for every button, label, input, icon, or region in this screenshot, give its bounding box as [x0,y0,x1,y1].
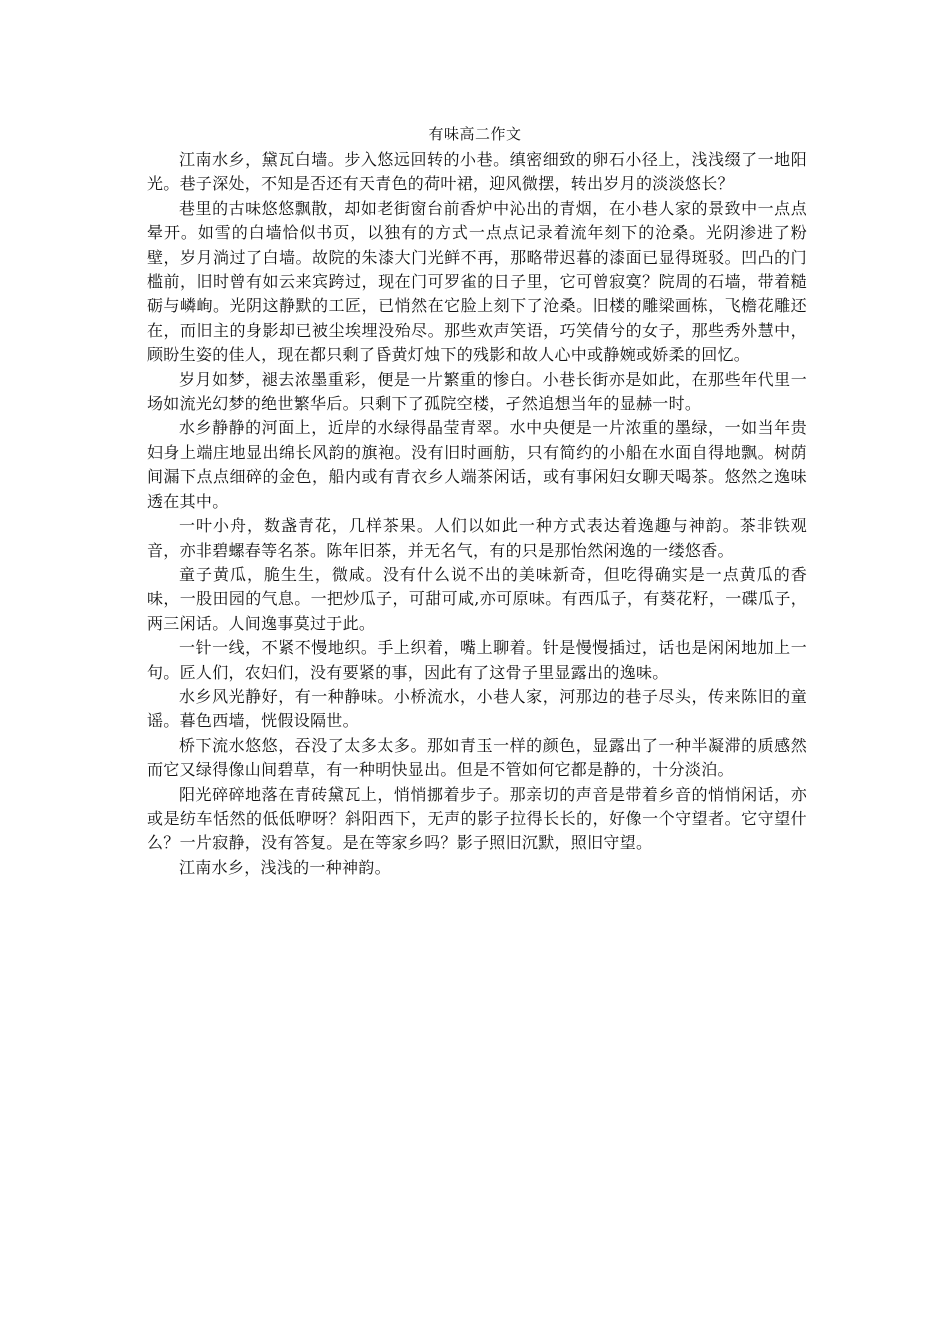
paragraph: 江南水乡，黛瓦白墙。步入悠远回转的小巷。缜密细致的卵石小径上，浅浅缀了一地阳光。巷子深处，不知是否还有天青色的荷叶裙，迎风微摆，转出岁月的淡淡悠长？ [147,150,807,194]
paragraph: 岁月如梦，褪去浓墨重彩，便是一片繁重的惨白。小巷长街亦是如此，在那些年代里一场如流光幻梦的绝世繁华后。只剩下了孤院空楼，孑然追想当年的显赫一时。 [147,369,807,414]
paragraph: 一针一线，不紧不慢地织。手上织着，嘴上聊着。针是慢慢插过，话也是闲闲地加上一句。匠人们，农妇们，没有要紧的事，因此有了这骨子里显露出的逸味。 [147,638,807,682]
paragraph: 童子黄瓜，脆生生，微咸。没有什么说不出的美味新奇，但吃得确实是一点黄瓜的香味，一股田园的气息。一把炒瓜子，可甜可咸,亦可原味。有西瓜子，有葵花籽，一碟瓜子，两三闲话。人间逸事莫过于此。 [147,564,807,633]
document-body [147,148,807,880]
paragraph: 水乡静静的河面上，近岸的水绿得晶莹青翠。水中央便是一片浓重的墨绿，一如当年贵妇身上端庄地显出绵长风韵的旗袍。没有旧时画舫，只有简约的小船在水面自得地飘。树荫间漏下点点细碎的金色，船内或有青衣乡人端茶闲话，或有事闲妇女聊天喝茶。悠然之逸味透在其中。 [147,418,807,511]
paragraph: 桥下流水悠悠，吞没了太多太多。那如青玉一样的颜色，显露出了一种半凝滞的质感然而它又绿得像山间碧草，有一种明快显出。但是不管如何它都是静的，十分淡泊。 [147,735,807,780]
paragraph: 阳光碎碎地落在青砖黛瓦上，悄悄挪着步子。那亲切的声音是带着乡音的悄悄闲话，亦或是纺车恬然的低低咿呀？斜阳西下，无声的影子拉得长长的，好像一个守望者。它守望什么？一片寂静，没有答复。是在等家乡吗？影子照旧沉默，照旧守望。 [147,784,807,853]
paragraph: 水乡风光静好，有一种静味。小桥流水，小巷人家，河那边的巷子尽头，传来陈旧的童谣。暮色西墙，恍假设隔世。 [147,686,807,731]
paragraph: 一叶小舟，数盏青花，几样茶果。人们以如此一种方式表达着逸趣与神韵。茶非铁观音，亦非碧螺春等名茶。陈年旧茶，并无名气，有的只是那怡然闲逸的一缕悠香。 [147,516,807,560]
document-title: 有味高二作文 [428,125,522,143]
paragraph: 江南水乡，浅浅的一种神韵。 [179,857,391,877]
paragraph: 巷里的古味悠悠飘散，却如老街窗台前香炉中沁出的青烟，在小巷人家的景致中一点点晕开。如雪的白墙恰似书页，以独有的方式一点点记录着流年刻下的沧桑。光阴渗进了粉壁，岁月淌过了白墙。故院的朱漆大门光鲜不再，那略带迟暮的漆面已显得斑驳。凹凸的门槛前，旧时曾有如云来宾跨过，现在门可罗雀的日子里，它可曾寂寞？院周的石墙，带着糙砺与嶙峋。光阴这静默的工匠，已悄然在它脸上刻下了沧桑。旧楼的雕梁画栋，飞檐花雕还在，而旧主的身影却已被尘埃埋没殆尽。那些欢声笑语，巧笑倩兮的女子，那些秀外慧中，顾盼生姿的佳人，现在都只剩了昏黄灯烛下的残影和故人心中或静婉或娇柔的回忆。 [147,198,807,365]
